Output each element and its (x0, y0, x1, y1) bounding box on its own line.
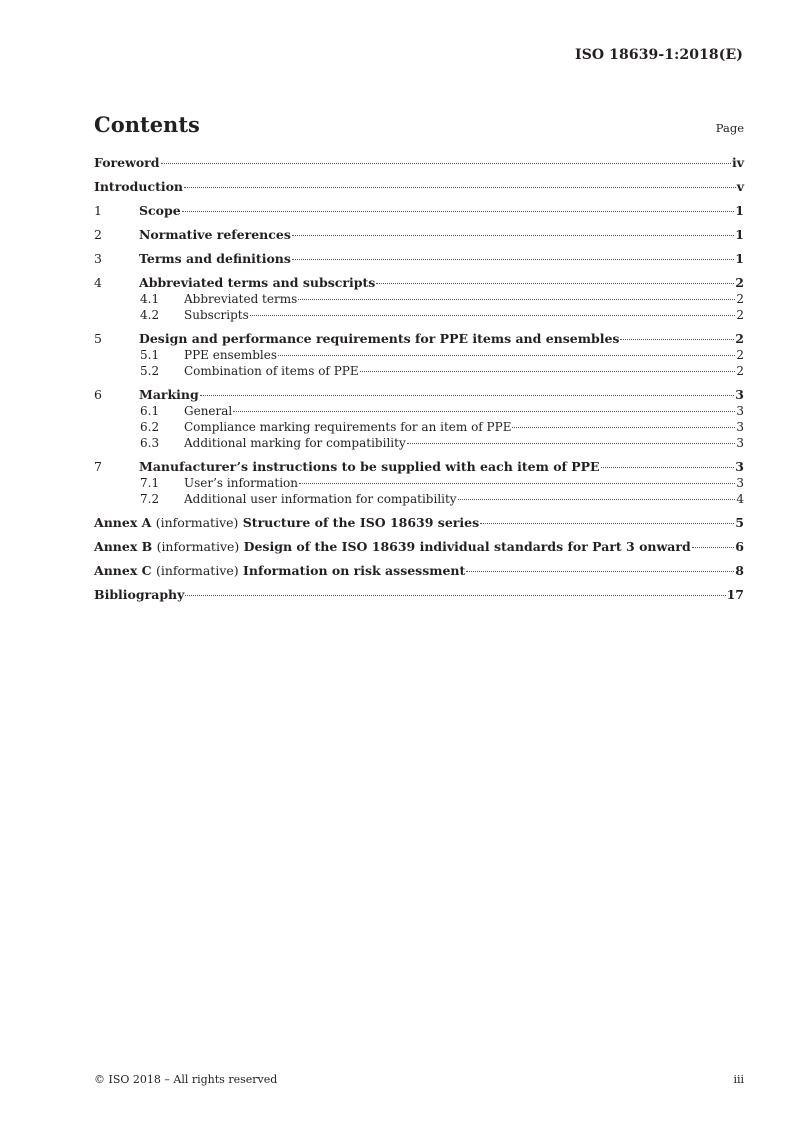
toc-entry-label: Foreword (94, 155, 160, 170)
toc-subentry-page: 2 (736, 348, 744, 362)
toc-entry-label: Scope (139, 203, 181, 218)
dot-leader (299, 483, 735, 484)
annex-informative-tag: (informative) (155, 563, 239, 578)
toc-subentry-6-2[interactable] (94, 419, 744, 435)
dot-leader (292, 259, 734, 260)
toc-group-clause-1 (94, 203, 744, 219)
toc-subentry-label: Additional marking for compatibility (184, 436, 406, 450)
toc-entry-number: 1 (94, 203, 102, 218)
toc-subentry-label: Combination of items of PPE (184, 364, 359, 378)
toc-entry-number: 2 (94, 227, 102, 242)
annex-title: Information on risk assessment (243, 563, 466, 578)
toc-subentry-4-2[interactable] (94, 307, 744, 323)
annex-title: Structure of the ISO 18639 series (242, 515, 480, 530)
toc-entry-clause-6[interactable] (94, 387, 744, 403)
toc-entry-label: Introduction (94, 179, 184, 194)
dot-leader (278, 355, 735, 356)
copyright-notice: © ISO 2018 – All rights reserved (94, 1073, 278, 1086)
toc-entry-clause-2[interactable] (94, 227, 744, 243)
toc-group-bibliography (94, 587, 744, 603)
toc-entry-annex-b[interactable] (94, 539, 744, 555)
toc-subentry-number: 4.1 (140, 292, 160, 306)
toc-entry-foreword[interactable] (94, 155, 744, 171)
toc-subentry-page: 2 (736, 364, 744, 378)
dot-leader (407, 443, 736, 444)
toc-entry-page: 2 (735, 331, 744, 346)
annex-prefix: Annex B (94, 539, 153, 554)
toc-entry-label (94, 539, 691, 555)
dot-leader (200, 395, 735, 396)
toc-entry-clause-7[interactable] (94, 459, 744, 475)
toc-subentry-label: PPE ensembles (184, 348, 277, 362)
toc-group-clause-6 (94, 387, 744, 451)
toc-subentry-label: Compliance marking requirements for an item of PPE (184, 420, 512, 434)
page-column-label: Page (715, 121, 744, 135)
dot-leader (620, 339, 734, 340)
toc-entry-number: 7 (94, 459, 102, 474)
toc-entry-annex-a[interactable] (94, 515, 744, 531)
dot-leader (233, 411, 735, 412)
toc-entry-label: Marking (139, 387, 199, 402)
toc-subentry-6-1[interactable] (94, 403, 744, 419)
toc-entry-number: 6 (94, 387, 102, 402)
annex-prefix: Annex C (94, 563, 152, 578)
contents-title: Contents (94, 112, 200, 137)
toc-entry-page: 1 (735, 227, 744, 242)
toc-entry-introduction[interactable] (94, 179, 744, 195)
toc-clauses (94, 203, 744, 507)
toc-entry-annex-c[interactable] (94, 563, 744, 579)
annex-prefix: Annex A (94, 515, 152, 530)
toc-entry-label: Normative references (139, 227, 291, 242)
toc-entry-page: 3 (735, 387, 744, 402)
dot-leader (692, 547, 735, 548)
dot-leader (512, 427, 735, 428)
dot-leader (185, 595, 725, 596)
table-of-contents (94, 155, 744, 611)
toc-entry-page: 1 (735, 203, 744, 218)
toc-group-clause-7 (94, 459, 744, 507)
toc-entry-clause-1[interactable] (94, 203, 744, 219)
toc-entry-page: iv (731, 155, 744, 170)
toc-entry-clause-3[interactable] (94, 251, 744, 267)
dot-leader (480, 523, 734, 524)
toc-entry-page: v (736, 179, 744, 194)
dot-leader (298, 299, 735, 300)
toc-subentry-page: 4 (736, 492, 744, 506)
toc-subentry-number: 5.2 (140, 364, 160, 378)
contents-header (94, 112, 744, 137)
toc-subentry-label: User’s information (184, 476, 299, 490)
toc-entry-label: Manufacturer’s instructions to be supplied with each item of PPE (139, 459, 600, 474)
toc-subentry-label: General (184, 404, 233, 418)
toc-group-annex-b (94, 539, 744, 555)
dot-leader (376, 283, 734, 284)
toc-group-introduction (94, 179, 744, 195)
toc-entry-number: 5 (94, 331, 102, 346)
toc-subentry-label: Abbreviated terms (184, 292, 298, 306)
dot-leader (360, 371, 736, 372)
toc-entry-page: 3 (735, 459, 744, 474)
dot-leader (458, 499, 736, 500)
toc-subentry-number: 6.1 (140, 404, 160, 418)
document-id: ISO 18639-1:2018(E) (575, 47, 743, 63)
toc-entry-number: 4 (94, 275, 102, 290)
toc-entry-number: 3 (94, 251, 102, 266)
page-footer (94, 1073, 744, 1086)
toc-subentry-number: 7.1 (140, 476, 160, 490)
toc-entry-page: 6 (735, 539, 744, 554)
toc-subentry-number: 6.3 (140, 436, 160, 450)
toc-subentry-5-1[interactable] (94, 347, 744, 363)
toc-group-foreword (94, 155, 744, 171)
toc-entry-label: Abbreviated terms and subscripts (139, 275, 376, 290)
dot-leader (466, 571, 734, 572)
toc-entry-page: 17 (726, 587, 744, 602)
toc-subentry-page: 2 (736, 292, 744, 306)
toc-subentry-label: Subscripts (184, 308, 249, 322)
toc-subentry-page: 3 (736, 476, 744, 490)
toc-subentry-7-1[interactable] (94, 475, 744, 491)
page-number: iii (733, 1073, 744, 1086)
annex-title: Design of the ISO 18639 individual standards for Part 3 onward (243, 539, 691, 554)
dot-leader (161, 163, 731, 164)
toc-entry-label (94, 563, 465, 579)
dot-leader (292, 235, 734, 236)
toc-subentry-page: 3 (736, 420, 744, 434)
toc-group-annex-a (94, 515, 744, 531)
toc-entry-page: 5 (735, 515, 744, 530)
toc-group-clause-5 (94, 331, 744, 379)
toc-subentry-number: 6.2 (140, 420, 160, 434)
toc-subentry-label: Additional user information for compatibility (184, 492, 457, 506)
toc-entry-label: Design and performance requirements for PPE items and ensembles (139, 331, 620, 346)
toc-entry-clause-4[interactable] (94, 275, 744, 291)
toc-group-clause-2 (94, 227, 744, 243)
toc-subentry-4-1[interactable] (94, 291, 744, 307)
dot-leader (184, 187, 736, 188)
toc-subentry-7-2[interactable] (94, 491, 744, 507)
dot-leader (601, 467, 735, 468)
toc-subentry-number: 7.2 (140, 492, 160, 506)
toc-entry-page: 2 (735, 275, 744, 290)
toc-subentry-number: 4.2 (140, 308, 160, 322)
toc-group-clause-3 (94, 251, 744, 267)
toc-entry-label (94, 515, 479, 531)
toc-subentry-page: 2 (736, 308, 744, 322)
toc-subentry-5-2[interactable] (94, 363, 744, 379)
toc-group-annex-c (94, 563, 744, 579)
toc-entry-label: Terms and definitions (139, 251, 291, 266)
toc-subentry-page: 3 (736, 404, 744, 418)
toc-annexes (94, 515, 744, 579)
toc-entry-label: Bibliography (94, 587, 185, 602)
toc-group-clause-4 (94, 275, 744, 323)
toc-entry-page: 1 (735, 251, 744, 266)
toc-entry-bibliography[interactable] (94, 587, 744, 603)
dot-leader (250, 315, 736, 316)
toc-subentry-number: 5.1 (140, 348, 160, 362)
annex-informative-tag: (informative) (155, 515, 239, 530)
toc-subentry-6-3[interactable] (94, 435, 744, 451)
annex-informative-tag: (informative) (156, 539, 240, 554)
toc-entry-clause-5[interactable] (94, 331, 744, 347)
dot-leader (182, 211, 735, 212)
toc-entry-page: 8 (735, 563, 744, 578)
toc-subentry-page: 3 (736, 436, 744, 450)
